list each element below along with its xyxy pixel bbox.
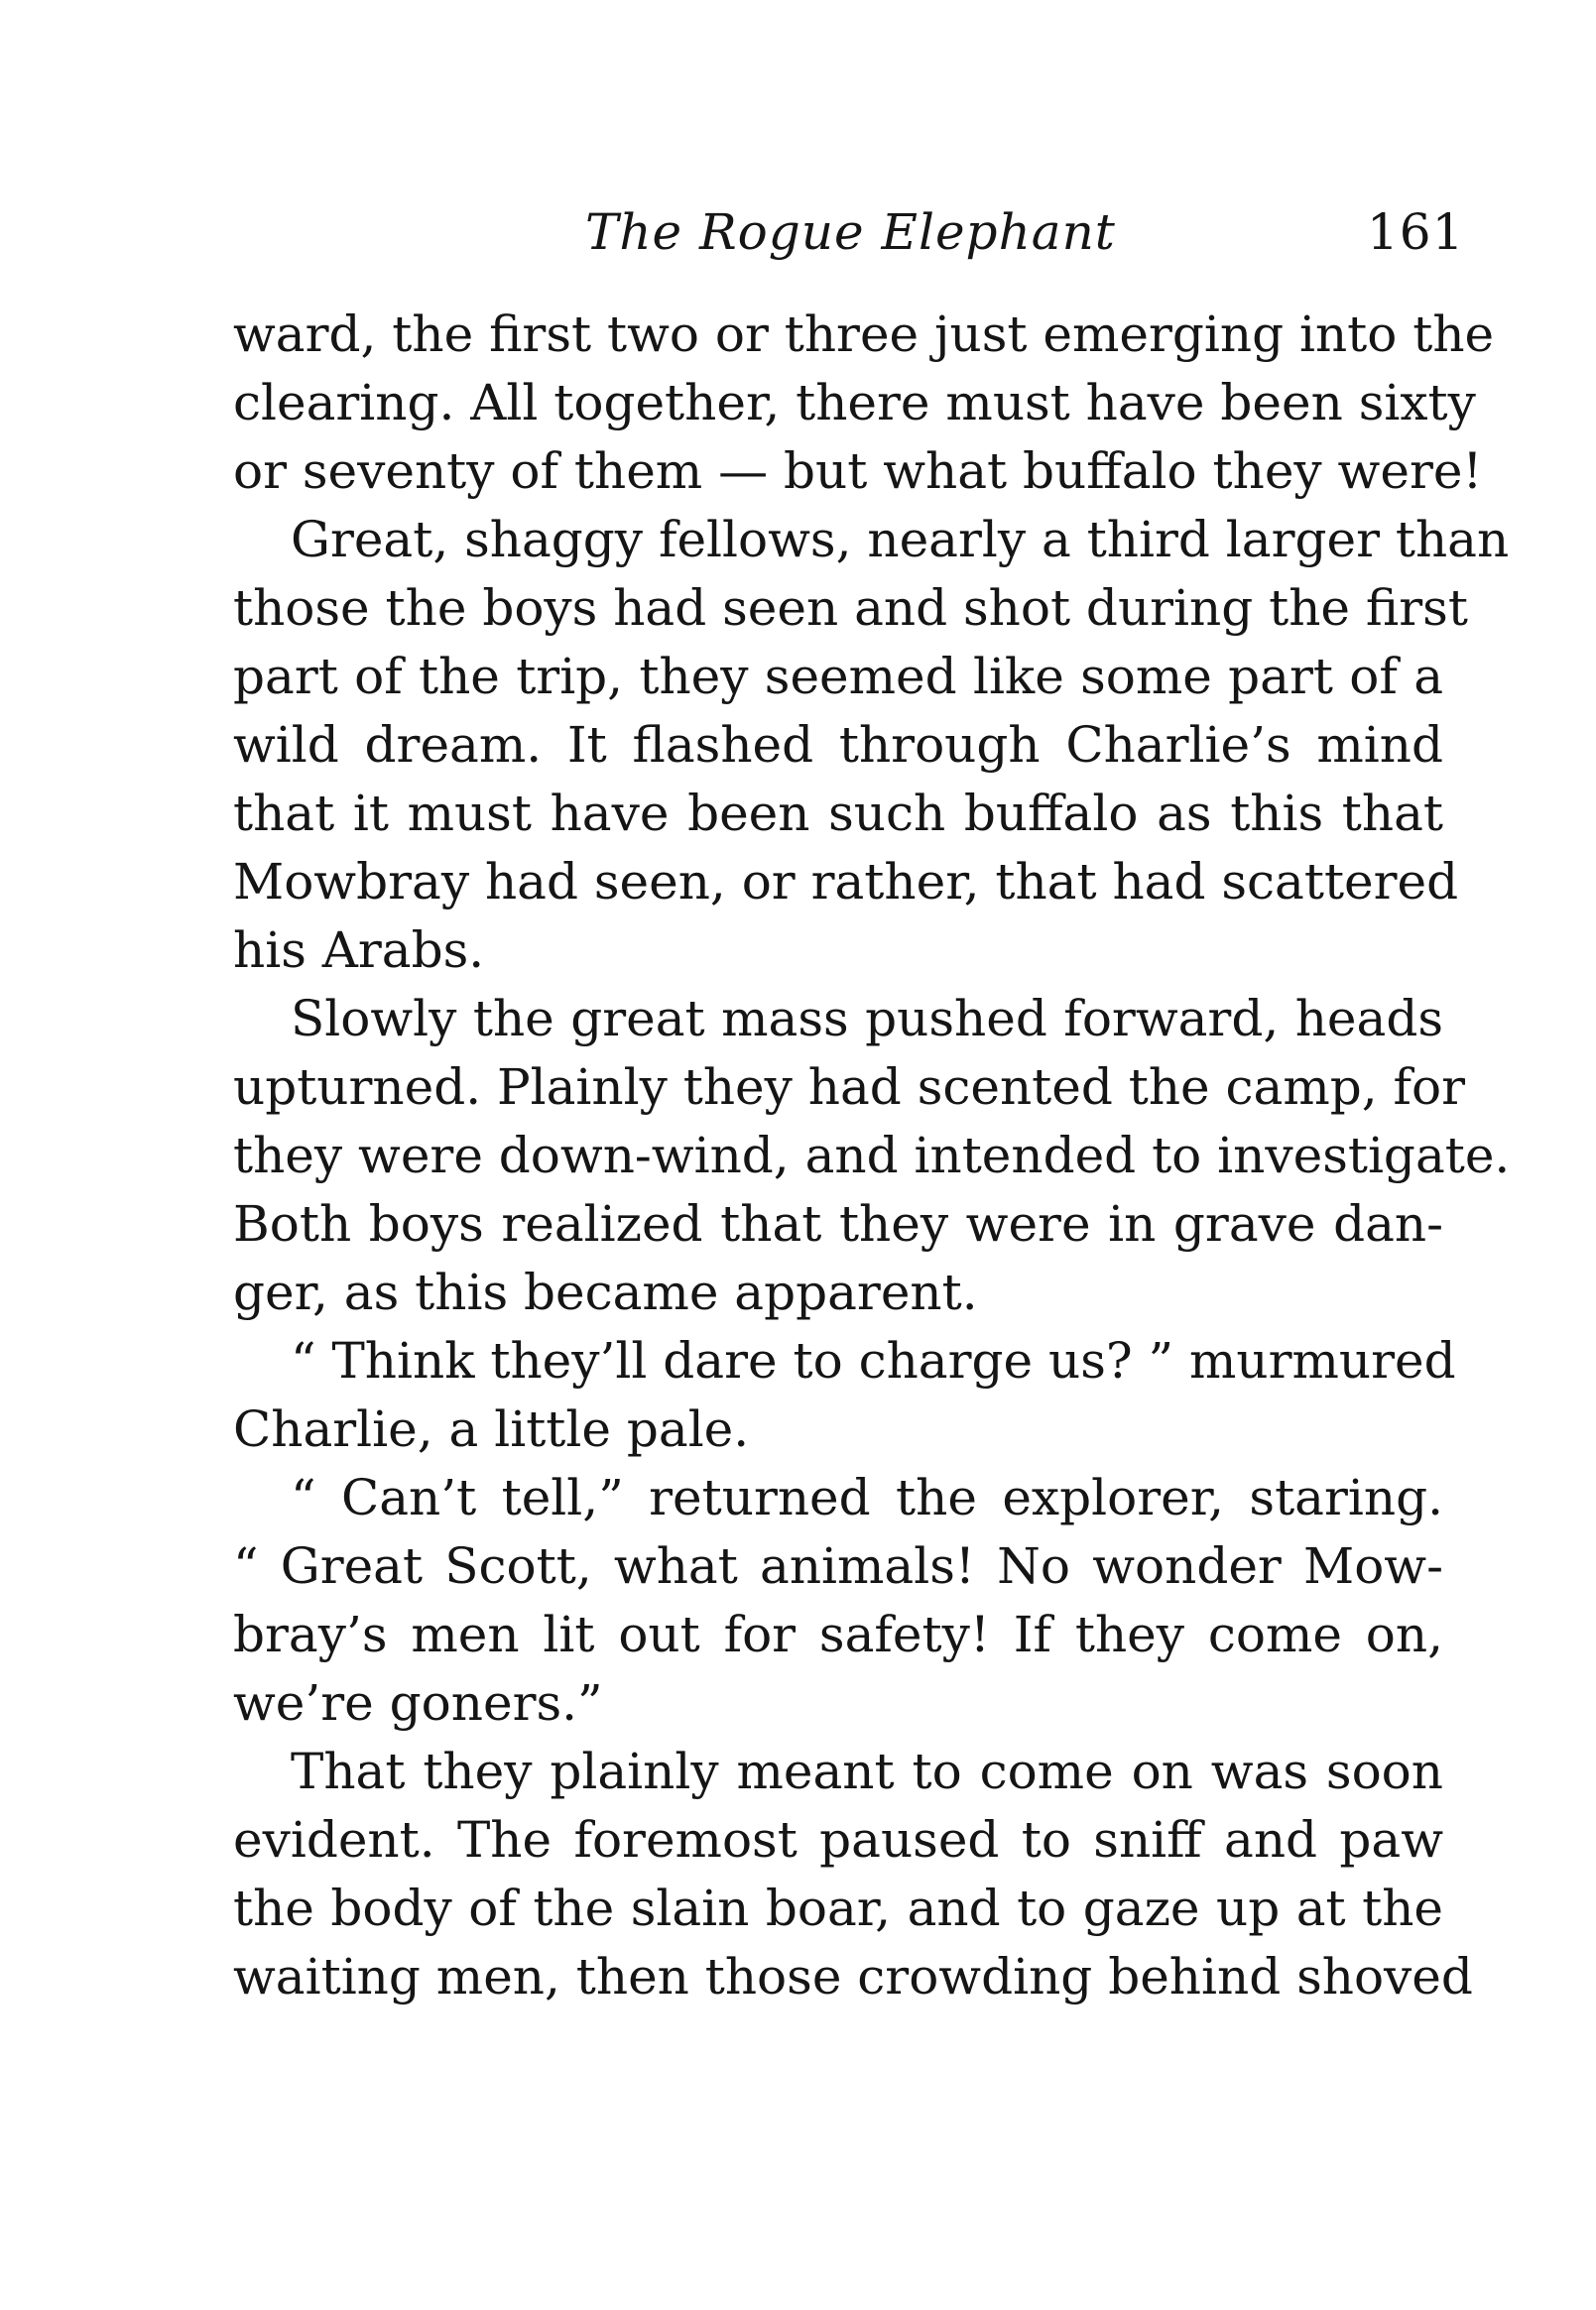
text-line: ward, the first two or three just emerging into the <box>233 305 1495 363</box>
text-line: that it must have been such buffalo as this that <box>233 785 1443 842</box>
text-line: wild dream. It flashed through Charlie’s mind <box>233 716 1443 774</box>
text-line: his Arabs. <box>233 921 485 979</box>
body-text <box>233 301 1511 2011</box>
text-line: Charlie, a little pale. <box>233 1400 750 1458</box>
text-line: That they plainly meant to come on was soon <box>291 1743 1443 1800</box>
text-line: Great, shaggy fellows, nearly a third larger than <box>291 511 1510 568</box>
text-line: evident. The foremost paused to sniff and paw <box>233 1811 1443 1869</box>
text-line: Mowbray had seen, or rather, that had scattered <box>233 853 1459 911</box>
text-line: those the boys had seen and shot during the first <box>233 579 1468 637</box>
text-line: Both boys realized that they were in grave dan- <box>233 1195 1443 1253</box>
text-line: “ Think they’ll dare to charge us? ” murmured <box>291 1332 1456 1390</box>
text-line: they were down-wind, and intended to investigate. <box>233 1127 1511 1184</box>
text-line: bray’s men lit out for safety! If they come on, <box>233 1606 1443 1663</box>
text-line: “ Great Scott, what animals! No wonder Mow- <box>233 1537 1443 1595</box>
text-line: waiting men, then those crowding behind shoved <box>233 1948 1473 2006</box>
text-line: or seventy of them — but what buffalo they were! <box>233 442 1483 500</box>
page-number: 161 <box>1367 203 1465 261</box>
text-line: part of the trip, they seemed like some part of a <box>233 648 1443 705</box>
text-line: clearing. All together, there must have been sixty <box>233 374 1476 431</box>
text-line: upturned. Plainly they had scented the camp, for <box>233 1058 1466 1116</box>
text-line: ger, as this became apparent. <box>233 1264 978 1321</box>
text-line: “ Can’t tell,” returned the explorer, staring. <box>291 1469 1443 1526</box>
text-line: the body of the slain boar, and to gaze up at the <box>233 1880 1443 1937</box>
text-line: Slowly the great mass pushed forward, heads <box>291 990 1443 1047</box>
text-line: we’re goners.” <box>233 1674 603 1732</box>
running-title: The Rogue Elephant <box>585 203 1116 261</box>
